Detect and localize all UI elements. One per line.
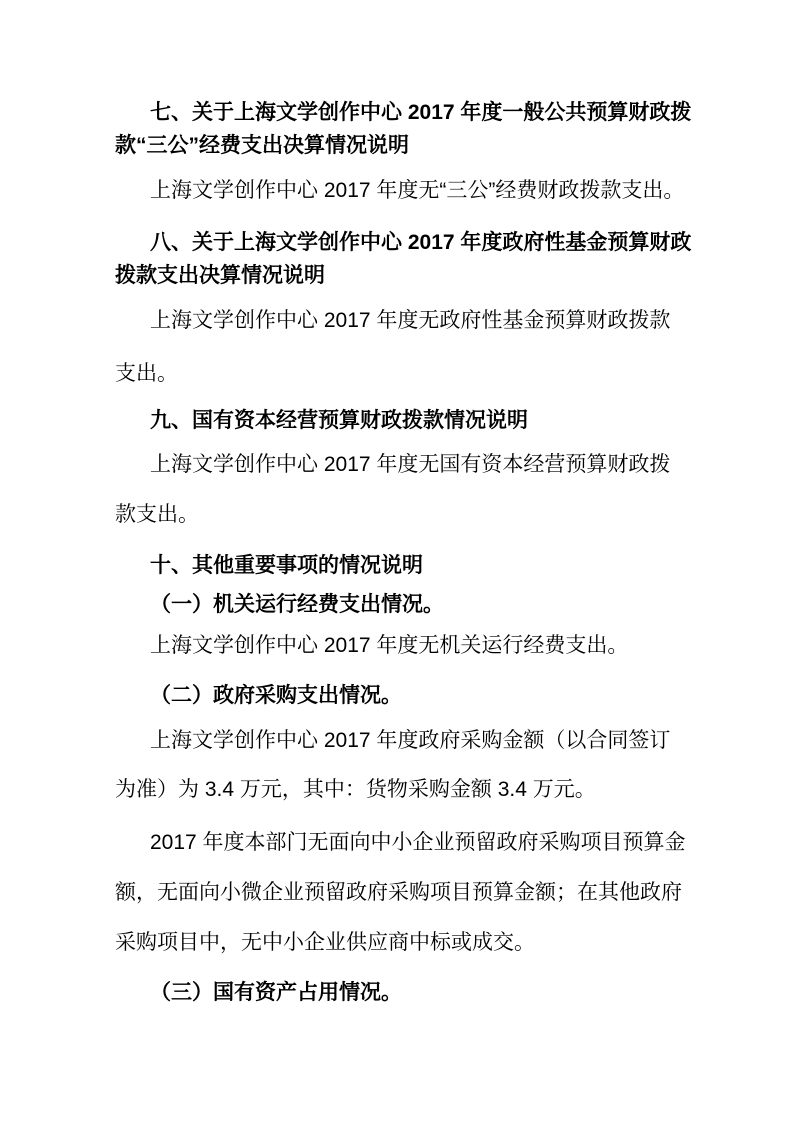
text-line: 采购项目中，无中小企业供应商中标或成交。 [115,931,535,954]
text-line: 十、其他重要事项的情况说明 [150,554,423,577]
text-line: 款“三公”经费支出决算情况说明 [115,134,409,157]
text-line: （三）国有资产占用情况。 [150,981,402,1004]
text-line: 八、关于上海文学创作中心 2017 年度政府性基金预算财政 [150,231,692,254]
subheading-10-1 [115,588,690,621]
text-line: 拨款支出决算情况说明 [115,264,325,287]
paragraph-state-capital [115,448,690,531]
paragraph-operating-expense [115,629,690,662]
section-heading-10 [115,549,690,582]
text-line: 上海文学创作中心 2017 年度无“三公”经费财政拨款支出。 [150,179,685,202]
text-line: 款支出。 [115,503,199,526]
text-line: 七、关于上海文学创作中心 2017 年度一般公共预算财政拨 [150,101,692,124]
section-heading-7 [115,96,690,162]
text-line: （一）机关运行经费支出情况。 [150,593,444,616]
subheading-10-2 [115,679,690,712]
paragraph-government-fund [115,304,690,390]
text-line: 上海文学创作中心 2017 年度政府采购金额（以合同签订 [150,729,671,752]
text-line: 为准）为 3.4 万元，其中：货物采购金额 3.4 万元。 [115,778,596,801]
text-line: 支出。 [115,362,178,385]
paragraph-sangong-expenditure [115,174,690,207]
paragraph-procurement-amount [115,724,690,806]
section-heading-9 [115,404,690,437]
text-line: 上海文学创作中心 2017 年度无政府性基金预算财政拨款 [150,309,671,332]
text-line: 上海文学创作中心 2017 年度无机关运行经费支出。 [150,634,629,657]
section-heading-8 [115,226,690,292]
text-line: 额，无面向小微企业预留政府采购项目预算金额；在其他政府 [115,881,682,904]
text-line: （二）政府采购支出情况。 [150,684,402,707]
paragraph-procurement-sme [115,826,690,959]
text-line: 上海文学创作中心 2017 年度无国有资本经营预算财政拨 [150,453,671,476]
subheading-10-3 [115,976,690,1009]
text-line: 九、国有资本经营预算财政拨款情况说明 [150,409,528,432]
text-line: 2017 年度本部门无面向中小企业预留政府采购项目预算金 [150,831,686,854]
